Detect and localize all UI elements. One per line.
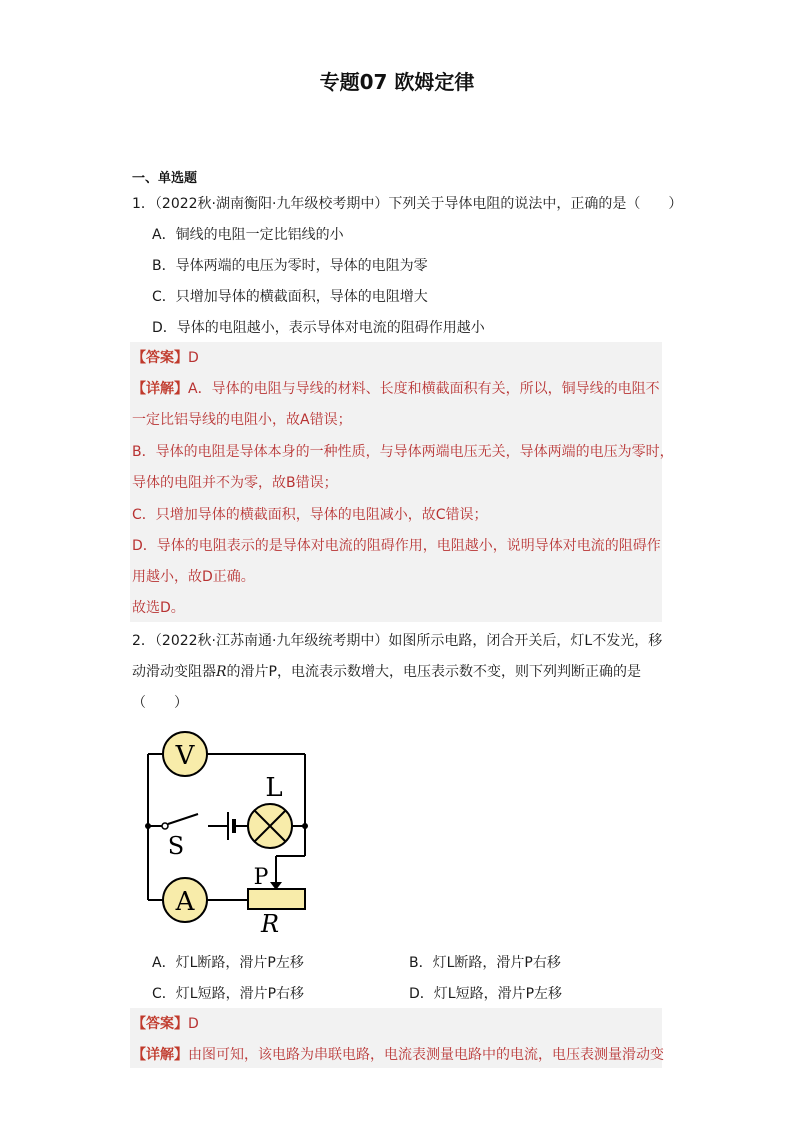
junction-right (302, 823, 308, 829)
voltmeter-label: V (175, 741, 195, 771)
q1-detail-line-7: 用越小，故D正确。 (132, 569, 255, 585)
q1-detail-line-1 (132, 378, 660, 398)
q2-option-d: D．灯L短路，滑片P左移 (409, 986, 563, 1002)
resistor-symbol: R (216, 664, 227, 680)
ammeter-label: A (175, 887, 195, 917)
q1-detail-line-2: 一定比铝导线的电阻小，故A错误； (132, 412, 352, 428)
switch-terminal (162, 823, 168, 829)
q1-option-c: C．只增加导体的横截面积，导体的电阻增大 (152, 289, 428, 305)
detail-text: A．导体的电阻与导线的材料、长度和横截面积有关，所以，铜导线的电阻不 (188, 381, 660, 397)
q1-option-a: A．铜线的电阻一定比铝线的小 (152, 227, 344, 243)
section-heading: 一、单选题 (132, 171, 198, 186)
detail-text: 由图可知，该电路为串联电路，电流表测量电路中的电流，电压表测量滑动变 (188, 1047, 664, 1063)
q1-option-d: D．导体的电阻越小，表示导体对电流的阻碍作用越小 (152, 320, 485, 336)
detail-tag: 【详解】 (132, 381, 188, 397)
q2-stem-line-2 (132, 661, 641, 681)
answer-value: D (188, 1016, 199, 1032)
q1-detail-line-6: D．导体的电阻表示的是导体对电流的阻碍作用，电阻越小，说明导体对电流的阻碍作 (132, 538, 661, 554)
stem-text: 的滑片P，电流表示数增大，电压表示数不变，则下列判断正确的是 (226, 664, 641, 680)
slider-label: P (253, 865, 269, 890)
q1-detail-line-5: C．只增加导体的横截面积，导体的电阻减小，故C错误； (132, 507, 488, 523)
circuit-diagram (128, 726, 318, 938)
switch-label: S (167, 832, 185, 860)
q2-option-b: B．灯L断路，滑片P右移 (409, 955, 561, 971)
q1-answer (132, 347, 199, 367)
q2-detail (132, 1044, 664, 1064)
q1-stem: 1．（2022秋·湖南衡阳·九年级校考期中）下列关于导体电阻的说法中，正确的是（ ） (132, 196, 683, 212)
q2-option-c: C．灯L短路，滑片P右移 (152, 986, 305, 1002)
page-title: 专题07 欧姆定律 (319, 70, 475, 94)
answer-value: D (188, 350, 199, 366)
q1-option-b: B．导体两端的电压为零时，导体的电阻为零 (152, 258, 428, 274)
resistor-label: R (260, 910, 280, 938)
junction-left (145, 823, 151, 829)
stem-text: 动滑动变阻器 (132, 664, 216, 680)
detail-tag: 【详解】 (132, 1047, 188, 1063)
rheostat-icon (248, 889, 305, 909)
answer-tag: 【答案】 (132, 350, 188, 366)
q1-conclusion: 故选D。 (132, 600, 185, 616)
answer-tag: 【答案】 (132, 1016, 188, 1032)
q2-stem-line-1: 2．（2022秋·江苏南通·九年级统考期中）如图所示电路，闭合开关后，灯L不发光，移 (132, 633, 663, 649)
q2-option-a: A．灯L断路，滑片P左移 (152, 955, 304, 971)
lamp-label: L (265, 773, 283, 803)
q2-answer (132, 1013, 199, 1033)
q1-detail-line-4: 导体的电阻并不为零，故B错误； (132, 475, 338, 491)
q2-stem-line-3: （ ） (132, 695, 188, 711)
q1-detail-line-3: B．导体的电阻是导体本身的一种性质，与导体两端电压无关，导体两端的电压为零时， (132, 444, 674, 460)
